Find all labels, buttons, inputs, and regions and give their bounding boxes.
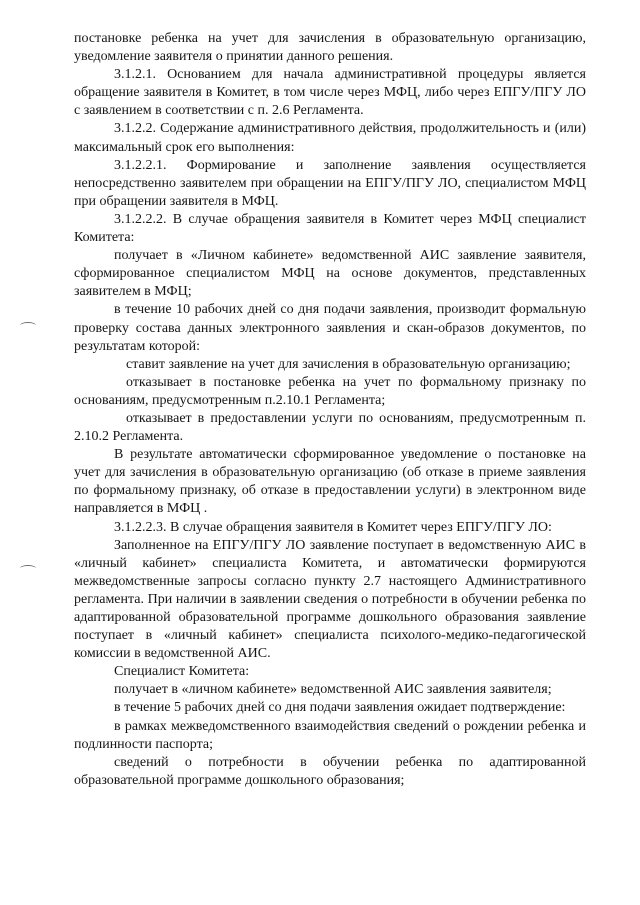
paragraph-12: 3.1.2.2.3. В случае обращения заявителя в Комитет через ЕПГУ/ПГУ ЛО: xyxy=(114,519,552,535)
paragraph-18: сведений о потребности в обучении ребенка по адаптированной образовательной программе дошкольного образования; xyxy=(74,754,586,788)
paragraph-3: 3.1.2.2. Содержание административного действия, продолжительность и (или) максимальный срок его выполнения: xyxy=(74,121,586,155)
paragraph-15: получает в «личном кабинете» ведомственной АИС заявления заявителя; xyxy=(114,682,552,698)
paragraph-5: 3.1.2.2.2. В случае обращения заявителя в Комитет через МФЦ специалист Комитета: xyxy=(74,211,586,246)
paragraph-6: получает в «Личном кабинете» ведомственной АИС заявление заявителя, сформированное специалистом МФЦ на основе документов, представленных заявителем в МФЦ; xyxy=(74,248,586,300)
paragraph-8: ставит заявление на учет для зачисления в образовательную организацию; xyxy=(126,356,571,372)
paragraph-1: постановке ребенка на учет для зачисления в образовательную организацию, уведомление заявителя о принятии данного решения. xyxy=(74,31,586,65)
paragraph-13: Заполненное на ЕПГУ/ПГУ ЛО заявление поступает в ведомственную АИС в «личный кабинет» специалиста Комитета, и автоматически формируются межведомственные запросы согласно пункту 2.7 настоящего Административного регламента. При наличии в заявлении сведения о потребности в обучении ребенка по адаптированной образовательной программе дошкольного образования заявление поступает в «личный кабинет» специалиста психолого-медико-педагогической комиссии в ведомственной АИС. xyxy=(74,537,586,662)
paragraph-7: в течение 10 рабочих дней со дня подачи заявления, производит формальную проверку состава данных электронного заявления и скан-образов документов, по результатам которой: xyxy=(74,302,586,354)
paragraph-14: Специалист Комитета: xyxy=(114,664,250,680)
paragraph-17: в рамках межведомственного взаимодействия сведений о рождении ребенка и подлинности паспорта; xyxy=(74,718,586,752)
scan-artifact-mark xyxy=(20,322,36,329)
paragraph-2: 3.1.2.1. Основанием для начала административной процедуры является обращение заявителя в Комитет, в том числе через МФЦ, либо через ЕПГУ/ПГУ ЛО с заявлением в соответствии с п. 2.6 Регламента. xyxy=(74,67,586,119)
scan-artifact-mark xyxy=(20,565,36,572)
document-page xyxy=(74,30,586,790)
paragraph-4: 3.1.2.2.1. Формирование и заполнение заявления осуществляется непосредственно заявителем при обращении на ЕПГУ/ПГУ ЛО, специалистом МФЦ при обращении заявителя в МФЦ. xyxy=(74,157,586,209)
paragraph-10: отказывает в предоставлении услуги по основаниям, предусмотренным п. 2.10.2 Регламента. xyxy=(74,410,586,445)
paragraph-9: отказывает в постановке ребенка на учет по формальному признаку по основаниям, предусмотренным п.2.10.1 Регламента; xyxy=(74,374,586,408)
paragraph-11: В результате автоматически сформированное уведомление о постановке на учет для зачисления в образовательную организацию (об отказе в приеме заявления по формальному признаку, об отказе в предоставлении услуги) в электронном виде направляется в МФЦ . xyxy=(74,447,586,517)
paragraph-16: в течение 5 рабочих дней со дня подачи заявления ожидает подтверждение: xyxy=(114,700,566,716)
